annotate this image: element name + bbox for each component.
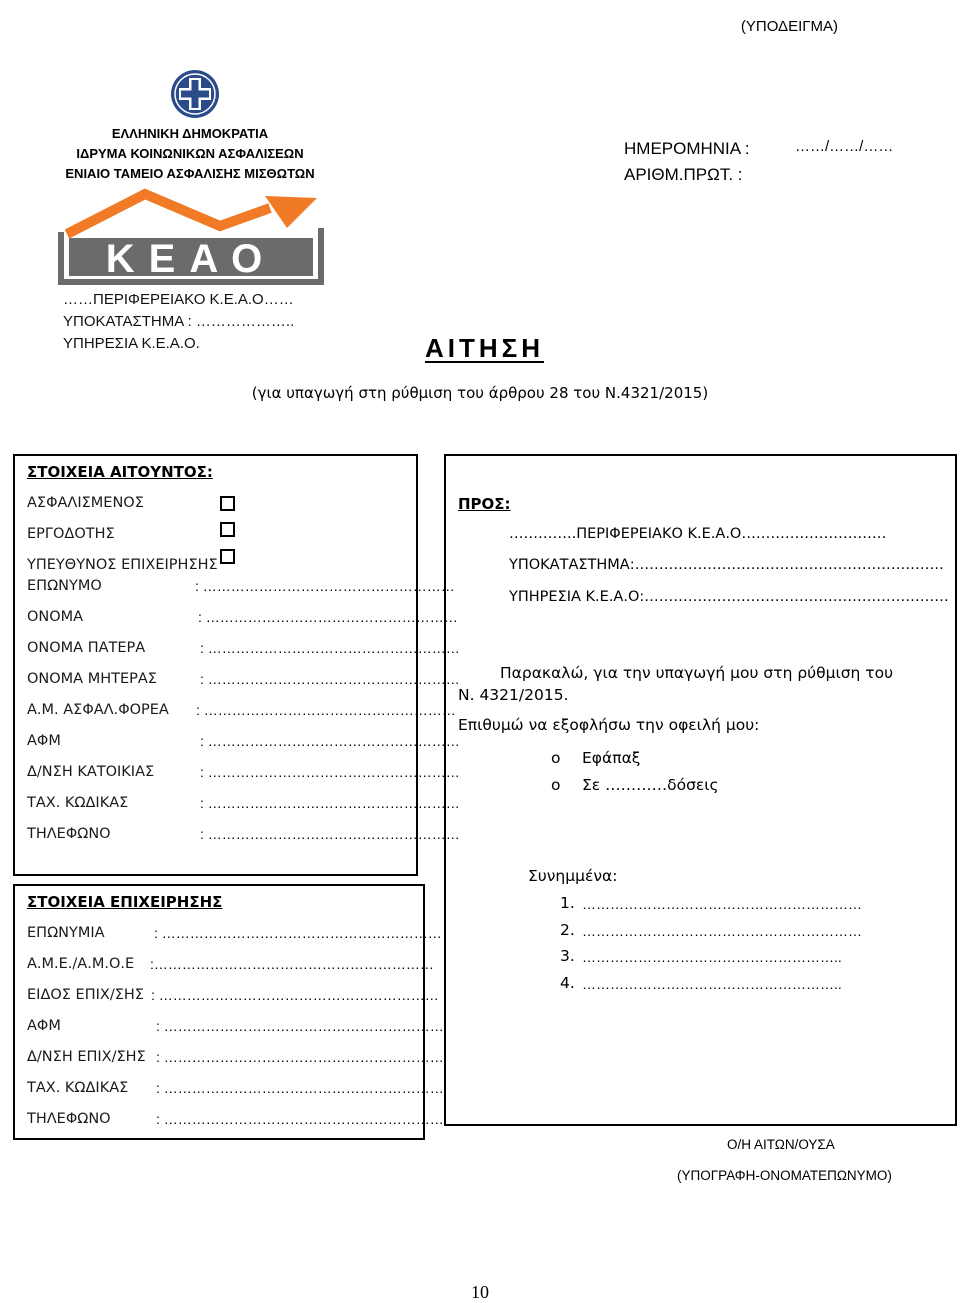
field-label: ΟΝΟΜΑ [27, 609, 84, 625]
field-input[interactable]: : ……………………………………………… [200, 733, 460, 749]
field-input[interactable]: : …………………………………………………… [154, 925, 442, 941]
field-input[interactable]: : ……………………………………………… [200, 640, 460, 656]
attachment-num: 2. [560, 921, 575, 939]
field-input[interactable]: : …………………………………………………… [156, 1018, 444, 1034]
field-input[interactable]: :…………………………………………………… [150, 956, 434, 972]
field-label: Α.Μ.Ε./Α.Μ.Ο.Ε [27, 956, 135, 972]
field-input[interactable]: : ……………………………………………… [200, 671, 460, 687]
option-installments[interactable]: Σε …………δόσεις [582, 776, 719, 794]
field-label: ΤΑΧ. ΚΩΔΙΚΑΣ [27, 1080, 129, 1096]
date-value: ……/……/…… [795, 138, 894, 155]
field-label: ΟΝΟΜΑ ΜΗΤΕΡΑΣ [27, 671, 157, 687]
office-line: ……ΠΕΡΙΦΕΡΕΙΑΚΟ Κ.Ε.Α.Ο…… [63, 291, 294, 308]
field-label: ΤΗΛΕΦΩΝΟ [27, 826, 111, 842]
option-bullet: o [551, 749, 561, 767]
field-label: ΤΑΧ. ΚΩΔΙΚΑΣ [27, 795, 129, 811]
role-label: ΑΣΦΑΛΙΣΜΕΝΟΣ [27, 495, 144, 511]
applicant-section-title: ΣΤΟΙΧΕΙΑ ΑΙΤΟΥΝΤΟΣ: [27, 463, 213, 481]
role-insured-checkbox[interactable] [220, 496, 235, 511]
date-label: ΗΜΕΡΟΜΗΝΙΑ : [624, 139, 750, 158]
field-label: ΕΙΔΟΣ ΕΠΙΧ/ΣΗΣ [27, 987, 144, 1003]
field-input[interactable]: : …………………………………………………… [151, 987, 439, 1003]
agency-line: ΕΛΛΗΝΙΚΗ ΔΗΜΟΚΡΑΤΙΑ [111, 126, 269, 141]
role-label: ΥΠΕΥΘΥΝΟΣ ΕΠΙΧΕΙΡΗΣΗΣ [27, 557, 218, 573]
role-employer-checkbox[interactable] [220, 522, 235, 537]
field-label: ΕΠΩΝΥΜΙΑ [27, 925, 105, 941]
attachments-label: Συνημμένα: [528, 867, 618, 885]
meta-block [624, 136, 750, 188]
option-lump-sum[interactable]: Εφάπαξ [582, 749, 641, 767]
agency-block [40, 124, 340, 184]
payment-intro: Επιθυμώ να εξοφλήσω την οφειλή μου: [458, 716, 760, 734]
applicant-box [13, 454, 418, 876]
keao-logo [55, 186, 325, 286]
field-label: Δ/ΝΣΗ ΕΠΙΧ/ΣΗΣ [27, 1049, 146, 1065]
agency-line: ΕΝΙΑΙΟ ΤΑΜΕΙΟ ΑΣΦΑΛΙΣΗΣ ΜΙΣΘΩΤΩΝ [65, 166, 315, 181]
page-subtitle: (για υπαγωγή στη ρύθμιση του άρθρου 28 του Ν.4321/2015) [251, 384, 709, 402]
business-box [13, 884, 425, 1140]
recipient-line[interactable]: ΥΠΗΡΕΣΙΑ Κ.Ε.Α.Ο:……………………………………………………… [509, 589, 949, 605]
signature-label: Ο/Η ΑΙΤΩΝ/ΟΥΣΑ [727, 1137, 835, 1152]
to-label: ΠΡΟΣ: [458, 495, 511, 513]
field-input[interactable]: : ……………………………………………… [200, 764, 460, 780]
field-input[interactable]: : ……………………………………………… [198, 609, 458, 625]
page-title: ΑΙΤΗΣΗ [425, 333, 545, 363]
recipient-line[interactable]: …………..ΠΕΡΙΦΕΡΕΙΑΚΟ Κ.Ε.Α.Ο………………………… [509, 526, 887, 542]
field-label: ΑΦΜ [27, 1018, 61, 1034]
request-text-line1: Παρακαλώ, για την υπαγωγή μου στη ρύθμιση του [500, 664, 894, 682]
field-input[interactable]: : …………………………………………………… [156, 1080, 444, 1096]
agency-line: ΙΔΡΥΜΑ ΚΟΙΝΩΝΙΚΩΝ ΑΣΦΑΛΙΣΕΩΝ [76, 146, 304, 161]
sample-label: (ΥΠΟΔΕΙΓΜΑ) [740, 18, 838, 35]
attachment-field[interactable]: ……………………………………………….. [582, 949, 842, 965]
office-line: ΥΠΗΡΕΣΙΑ Κ.Ε.Α.Ο. [63, 335, 200, 352]
request-text-line2: Ν. 4321/2015. [458, 686, 569, 704]
role-label: ΕΡΓΟΔΟΤΗΣ [27, 526, 115, 542]
field-input[interactable]: : …………………………………………………… [156, 1049, 444, 1065]
greek-emblem-icon [167, 66, 223, 122]
field-label: ΤΗΛΕΦΩΝΟ [27, 1111, 111, 1127]
protocol-label: ΑΡΙΘΜ.ΠΡΩΤ. : [624, 165, 743, 184]
field-input[interactable]: : ……………………………………………… [200, 795, 460, 811]
field-label: Α.Μ. ΑΣΦΑΛ.ΦΟΡΕΑ [27, 702, 169, 718]
field-input[interactable]: : ……………………………………………… [196, 702, 456, 718]
attachment-num: 1. [560, 894, 575, 912]
field-label: ΟΝΟΜΑ ΠΑΤΕΡΑ [27, 640, 146, 656]
attachment-field[interactable]: ……………………………………………….. [582, 976, 842, 992]
field-label: Δ/ΝΣΗ ΚΑΤΟΙΚΙΑΣ [27, 764, 155, 780]
signature-caption: (ΥΠΟΓΡΑΦΗ-ΟΝΟΜΑΤΕΠΩΝΥΜΟ) [677, 1168, 892, 1183]
field-input[interactable]: : ……………………………………………… [200, 826, 460, 842]
office-block [63, 289, 294, 355]
role-business-manager-checkbox[interactable] [220, 549, 235, 564]
attachment-num: 4. [560, 974, 575, 992]
attachment-num: 3. [560, 947, 575, 965]
page-number: 10 [471, 1282, 489, 1302]
option-bullet: o [551, 776, 561, 794]
office-line: ΥΠΟΚΑΤΑΣΤΗΜΑ : ……………….. [63, 313, 295, 330]
attachment-field[interactable]: …………………………………………………… [582, 896, 862, 912]
field-label: ΕΠΩΝΥΜΟ [27, 578, 102, 594]
attachment-field[interactable]: …………………………………………………… [582, 923, 862, 939]
field-input[interactable]: : ……………………………………………… [195, 578, 455, 594]
business-section-title: ΣΤΟΙΧΕΙΑ ΕΠΙΧΕΙΡΗΣΗΣ [27, 893, 223, 911]
field-label: ΑΦΜ [27, 733, 61, 749]
svg-text:ΚΕΑΟ: ΚΕΑΟ [105, 237, 277, 281]
recipient-line[interactable]: ΥΠΟΚΑΤΑΣΤΗΜΑ:………………………………………………………. [509, 557, 944, 573]
field-input[interactable]: : …………………………………………………… [156, 1111, 444, 1127]
